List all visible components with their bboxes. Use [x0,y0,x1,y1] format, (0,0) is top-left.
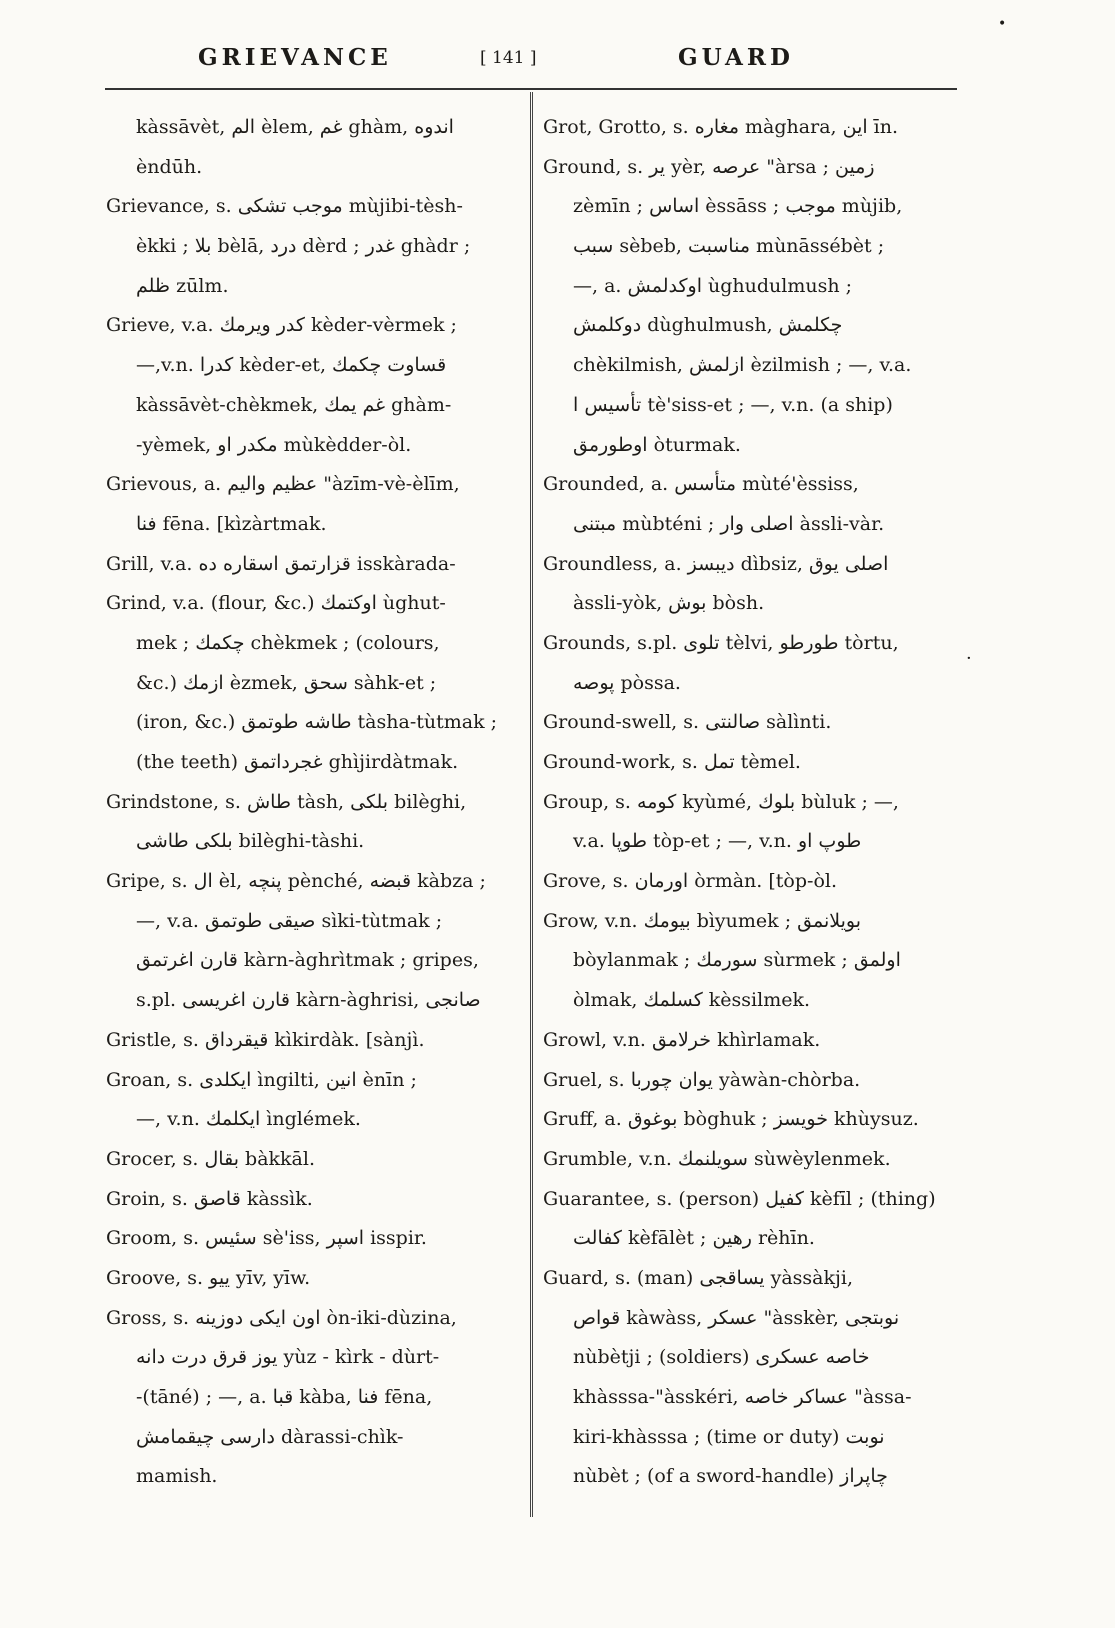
dictionary-line: Grindstone, s. طاش tàsh, بلكى bilèghi, [106,790,467,813]
dictionary-line: Grieve, v.a. كدر ويرمك kèder-vèrmek ; [106,314,457,337]
dictionary-line: Grounds, s.pl. تلوى tèlvi, طورطو tòrtu, [543,631,899,654]
dictionary-line: قارن اغرتمق kàrn-àghrìtmak ; gripes, [136,949,479,972]
dictionary-line: Grove, s. اورمان òrmàn. [tòp-òl. [543,870,838,893]
dictionary-line: Groan, s. ايكلدى ìngilti, انين ènīn ; [106,1068,417,1091]
dictionary-line: ظلم zūlm. [136,274,229,297]
dictionary-line: zèmīn ; اساس èssāss ; موجب mùjib, [573,195,903,218]
dictionary-line: (iron, &c.) طاشه طوتمق tàsha-tùtmak ; [136,711,498,734]
dictionary-line: قواص kàwàss, عسكر "àsskèr, نوبتجى [573,1306,900,1329]
dictionary-line: —, v.n. ايكلمك ìnglémek. [136,1108,361,1131]
dictionary-line: Grill, v.a. قزارتمق اسقاره ده isskàrada- [106,552,456,575]
dictionary-line: دوكلمش dùghulmush, چكلمش [573,314,843,337]
dictionary-line: Gruel, s. يوان چوربا yàwàn-chòrba. [543,1068,861,1091]
dictionary-line: يوز قرق درت دانه yùz - kìrk - dùrt- [136,1346,440,1369]
dictionary-line: پوصه pòssa. [573,671,681,694]
dictionary-line: nùbèt ; (of a sword-handle) چاپراز [573,1465,888,1488]
dictionary-line: -(tāné) ; —, a. قبا kàba, فنا fēna, [136,1386,433,1408]
dictionary-line: سبب sèbeb, مناسبت mùnāssébèt ; [573,235,885,258]
dictionary-line: òlmak, كسلمك kèssilmek. [573,989,811,1012]
stray-mark-top: • [998,16,1007,32]
dictionary-line: kiri-khàsssa ; (time or duty) نوبت [573,1425,885,1448]
page-header [100,44,960,84]
dictionary-line: اوطورمق òturmak. [573,433,741,456]
dictionary-line: تأسيس ا tè'siss-et ; —, v.n. (a ship) [573,393,893,416]
dictionary-line: Gross, s. اون ايكى دوزينه òn-iki-dùzina, [106,1306,457,1329]
column-divider [530,92,533,1517]
dictionary-line: Gristle, s. قيقرداق kìkirdàk. [sànjì. [106,1028,425,1051]
dictionary-line: èkki ; بلا bèlā, درد dèrd ; غدر ghàdr ; [136,235,471,258]
dictionary-line: mamish. [136,1465,218,1488]
dictionary-line: Growl, v.n. خرلامق khìrlamak. [543,1028,821,1051]
right-column [543,108,961,1497]
dictionary-line: Groin, s. قاصق kàssìk. [106,1187,313,1210]
page-number: [ 141 ] [480,48,537,68]
dictionary-line: Group, s. كومه kyùmé, بلوك bùluk ; —, [543,790,899,813]
dictionary-line: kàssāvèt, الم èlem, غم ghàm, اندوه [136,116,454,138]
dictionary-line: àssli-yòk, بوش bòsh. [573,592,765,615]
dictionary-line: (the teeth) غجرداتمق ghìjirdàtmak. [136,751,459,773]
dictionary-line: Groom, s. سئيس sè'iss, اسپر isspir. [106,1227,427,1250]
dictionary-line: Grievance, s. موجب تشكى mùjibi-tèsh- [106,195,463,218]
dictionary-line: -yèmek, مكدر او mùkèdder-òl. [136,433,412,456]
dictionary-line: Gripe, s. ال èl, پنچه pènché, قبضه kàbza ; [106,870,486,893]
dictionary-line: kàssāvèt-chèkmek, غم يمك ghàm- [136,393,452,416]
dictionary-line: Grievous, a. عظيم واليم "àzīm-vè-èlīm, [106,473,460,496]
dictionary-line: s.pl. قارن اغريسى kàrn-àghrisi, صانجى [136,989,481,1012]
dictionary-line: كفالت kèfālèt ; رهين rèhīn. [573,1227,815,1250]
dictionary-line: بلكى طاشى bilèghi-tàshi. [136,830,365,853]
dictionary-line: Grind, v.a. (flour, &c.) اوكتمك ùghut- [106,592,446,615]
header-rule [105,88,957,90]
dictionary-line: Grounded, a. متأسس mùté'èssiss, [543,473,859,496]
dictionary-line: Ground-work, s. تمل tèmel. [543,751,801,773]
dictionary-line: —,v.n. كدرا kèder-et, قساوت چكمك [136,354,447,377]
dictionary-line: èndūh. [136,155,203,178]
dictionary-line: Grot, Grotto, s. مغاره màghara, اين īn. [543,116,899,138]
left-column [106,108,514,1497]
dictionary-line: Grow, v.n. بيومك bìyumek ; بويلانمق [543,909,862,932]
dictionary-line: &c.) ازمك èzmek, سحق sàhk-et ; [136,671,437,694]
dictionary-line: Grumble, v.n. سويلنمك sùwèylenmek. [543,1147,891,1170]
header-left-guideword: GRIEVANCE [198,44,392,71]
header-right-guideword: GUARD [678,44,794,71]
dictionary-line: Groundless, a. ديبسز dìbsiz, اصلى يوق [543,552,889,575]
dictionary-line: —, a. اوكدلمش ùghudulmush ; [573,274,853,297]
dictionary-line: Ground-swell, s. صالنتى sàlìnti. [543,711,832,734]
dictionary-line: nùbètji ; (soldiers) خاصه عسكرى [573,1346,870,1369]
stray-mark: · [966,648,972,669]
dictionary-line: Groove, s. ييو yīv, yīw. [106,1266,311,1289]
dictionary-line: chèkilmish, ازلمش èzilmish ; —, v.a. [573,354,912,377]
dictionary-line: مبتنى mùbténi ; اصلى وار àssli-vàr. [573,512,885,535]
dictionary-line: —, v.a. صيقى طوتمق sìki-tùtmak ; [136,909,443,932]
dictionary-line: Guard, s. (man) يساقجى yàssàkji, [543,1266,854,1289]
dictionary-line: Gruff, a. بوغوق bòghuk ; خويسز khùysuz. [543,1108,919,1131]
dictionary-line: mek ; چكمك chèkmek ; (colours, [136,631,440,654]
dictionary-line: فنا fēna. [kìzàrtmak. [136,512,327,535]
dictionary-line: v.a. طوپا tòp-et ; —, v.n. طوپ او [573,830,862,853]
dictionary-line: Grocer, s. بقال bàkkāl. [106,1147,315,1170]
dictionary-line: دارسى چيقمامش dàrassi-chìk- [136,1425,404,1448]
dictionary-line: bòylanmak ; سورمك sùrmek ; اولمق [573,949,901,972]
dictionary-line: Guarantee, s. (person) كفيل kèfīl ; (thing) [543,1187,936,1210]
dictionary-line: Ground, s. ير yèr, عرصه "àrsa ; زمين [543,155,875,178]
dictionary-line: khàsssa-"àsskéri, عساكر خاصه "àssa- [573,1386,912,1408]
